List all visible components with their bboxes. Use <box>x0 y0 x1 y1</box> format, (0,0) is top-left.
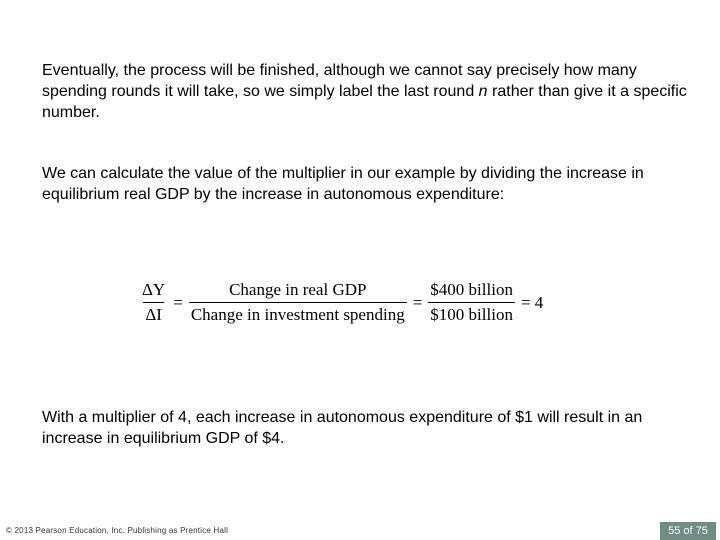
page-number-badge: 55 of 75 <box>660 522 716 540</box>
fraction-values-denominator: $100 billion <box>428 302 515 325</box>
paragraph-rounds-text-2: rather than give it a specific number. <box>42 83 687 121</box>
fraction-values-numerator: $400 billion <box>430 280 513 299</box>
fraction-words <box>189 280 407 325</box>
paragraph-rounds-italic-n: n <box>478 83 488 100</box>
fraction-delta-numerator: ΔY <box>142 280 166 299</box>
fraction-delta-denominator: ΔI <box>143 302 164 325</box>
equals-result: = 4 <box>520 292 544 312</box>
equals-sign-1: = <box>173 292 183 312</box>
paragraph-rounds-text-1: Eventually, the process will be finished, although we cannot say precisely how many spending rounds it will take, so we simply label the last round <box>42 62 637 100</box>
paragraph-rounds <box>42 60 692 123</box>
fraction-words-numerator: Change in real GDP <box>229 280 367 299</box>
equals-sign-2: = <box>412 292 423 312</box>
paragraph-calculate: We can calculate the value of the multiplier in our example by dividing the increase in equilibrium real GDP by the increase in autonomous expenditure: <box>42 165 644 203</box>
fraction-delta <box>140 280 167 325</box>
paragraph-conclusion: With a multiplier of 4, each increase in autonomous expenditure of $1 will result in an increase in equilibrium GDP of $4. <box>42 409 643 447</box>
multiplier-equation <box>140 280 549 325</box>
fraction-words-denominator: Change in investment spending <box>189 302 407 325</box>
copyright-footer: © 2013 Pearson Education, Inc. Publishing as Prentice Hall <box>6 526 229 535</box>
fraction-values <box>428 280 515 325</box>
